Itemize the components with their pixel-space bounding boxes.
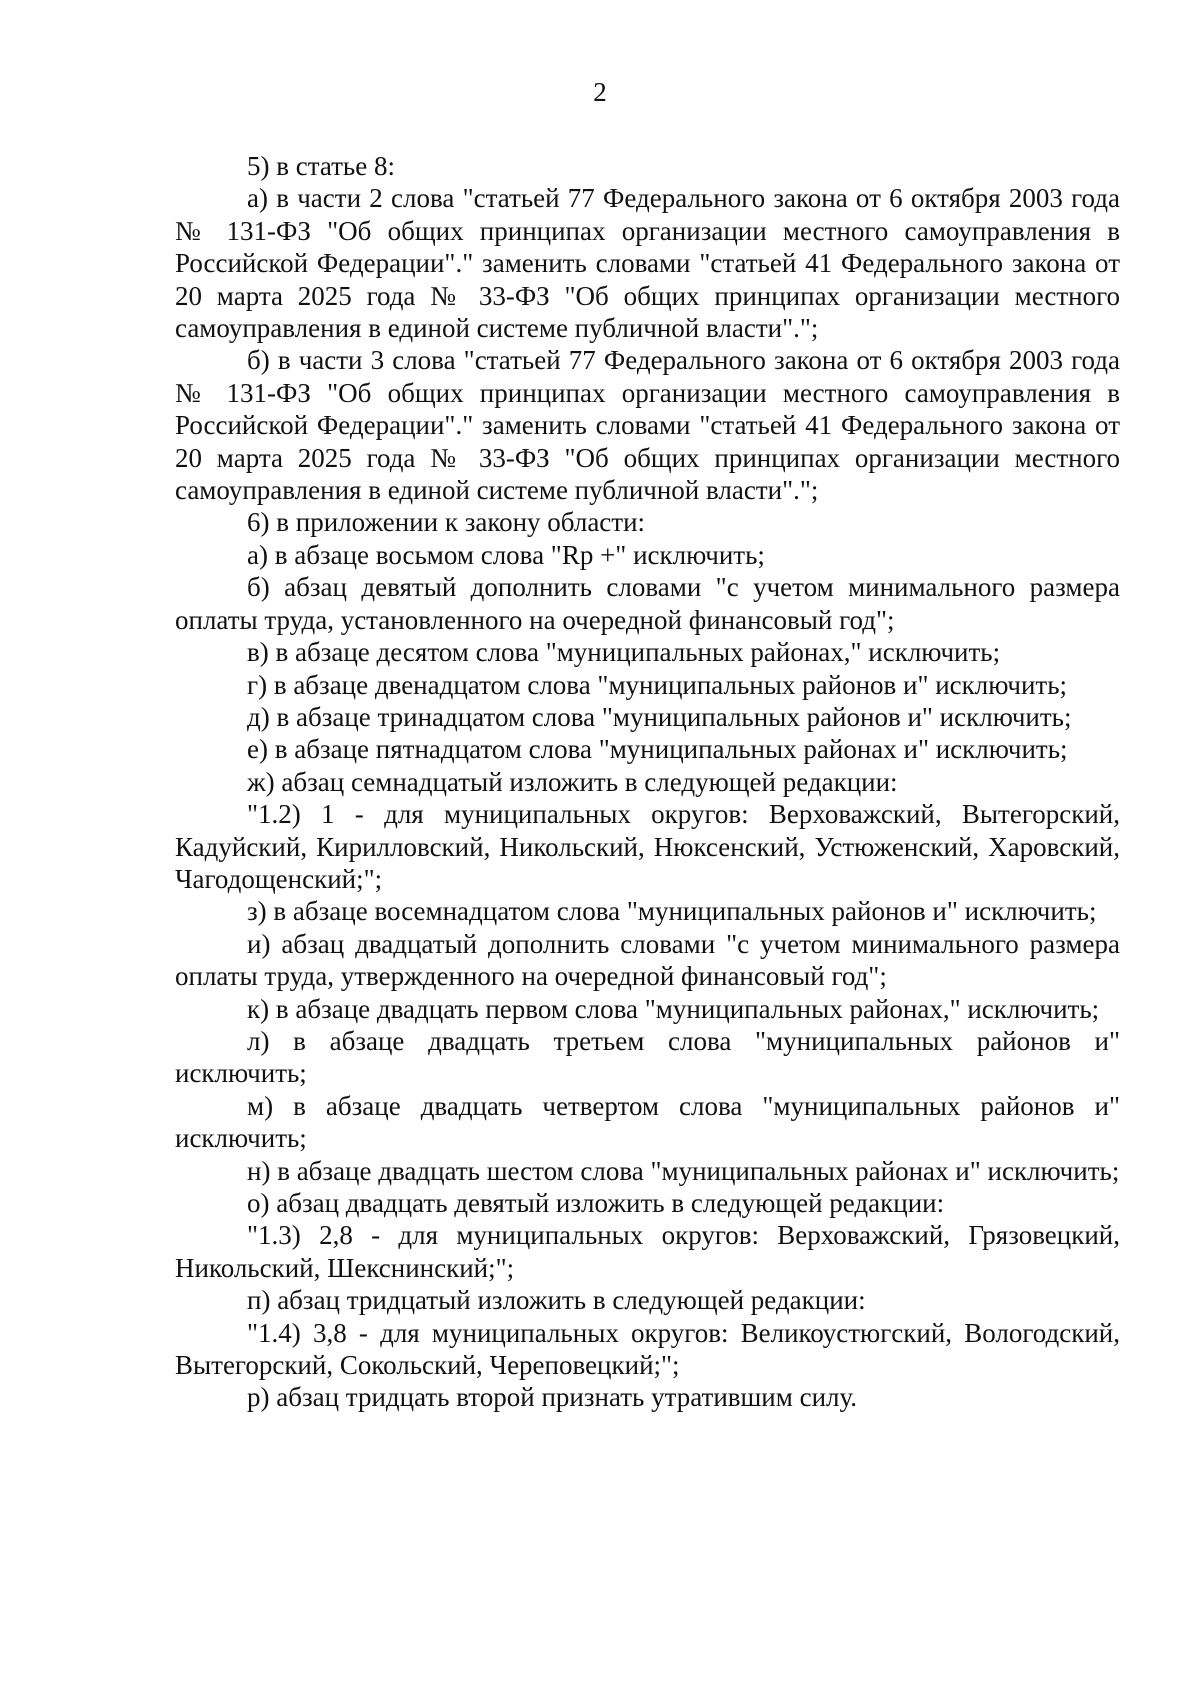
paragraph-quote-1-4: "1.4) 3,8 - для муниципальных округов: Великоустюгский, Вологодский, Вытегорский, Сокольский, Череповецкий;"; [175,1317,1120,1381]
paragraph-appendix-r: р) абзац тридцать второй признать утратившим силу. [247,1382,858,1413]
paragraph-appendix-l: л) в абзаце двадцать третьем слова "муниципальных районов и" исключить; [175,1025,1120,1089]
paragraph-appendix-d: д) в абзаце тринадцатом слова "муниципальных районов и" исключить; [247,701,1072,732]
paragraph-appendix-k: к) в абзаце двадцать первом слова "муниципальных районах," исключить; [247,993,1100,1024]
paragraph-appendix-o: о) абзац двадцать девятый изложить в следующей редакции: [247,1188,945,1218]
paragraph-quote-1-2: "1.2) 1 - для муниципальных округов: Верховажский, Вытегорский, Кадуйский, Кирилловский, Никольский, Нюксенский, Устюженский, Харовский, Чагодощенский;"; [175,799,1120,894]
paragraph-appendix-z: з) в абзаце восемнадцатом слова "муниципальных районов и" исключить; [247,896,1097,927]
paragraph-appendix-g: г) в абзаце двенадцатом слова "муниципальных районов и" исключить; [247,669,1068,700]
paragraph-appendix-p: п) абзац тридцатый изложить в следующей редакции: [247,1285,866,1316]
paragraph-quote-1-3: "1.3) 2,8 - для муниципальных округов: Верховажский, Грязовецкий, Никольский, Шекснинский;"; [175,1220,1120,1283]
paragraph-article-8-a: а) в части 2 слова "статьей 77 Федерального закона от 6 октября 2003 года № 131-ФЗ "Об общих принципах организации местного самоуправления в Российской Федерации"." заменить словами "статьей 41 Федерального закона от 20 марта 2025 года № 33-ФЗ "Об общих принципах организации местного самоуправления в единой системе публичной власти"."; [175,183,1120,344]
paragraph-article-8-heading: 5) в статье 8: [247,151,395,181]
paragraph-appendix-b: б) абзац девятый дополнить словами "с учетом минимального размера оплаты труда, установленного на очередной финансовый год"; [175,572,1120,635]
document-body [175,150,1120,1414]
paragraph-appendix-n: н) в абзаце двадцать шестом слова "муниципальных районах и" исключить; [247,1155,1120,1186]
paragraph-appendix-m: м) в абзаце двадцать четвертом слова "муниципальных районов и" исключить; [175,1090,1120,1154]
paragraph-article-8-b: б) в части 3 слова "статьей 77 Федерального закона от 6 октября 2003 года № 131-ФЗ "Об общих принципах организации местного самоуправления в Российской Федерации"." заменить словами "статьей 41 Федерального закона от 20 марта 2025 года № 33-ФЗ "Об общих принципах организации местного самоуправления в единой системе публичной власти"."; [175,345,1120,506]
paragraph-appendix-heading: 6) в приложении к закону области: [247,507,646,538]
paragraph-appendix-i: и) абзац двадцатый дополнить словами "с учетом минимального размера оплаты труда, утвержденного на очередной финансовый год"; [175,928,1120,992]
paragraph-appendix-v: в) в абзаце десятом слова "муниципальных районах," исключить; [247,637,1001,668]
page-number: 2 [593,77,607,107]
paragraph-appendix-zh: ж) абзац семнадцатый изложить в следующей редакции: [247,766,898,797]
paragraph-appendix-e: е) в абзаце пятнадцатом слова "муниципальных районах и" исключить; [247,734,1068,765]
paragraph-appendix-a: а) в абзаце восьмом слова "Rp +" исключить; [247,539,765,570]
